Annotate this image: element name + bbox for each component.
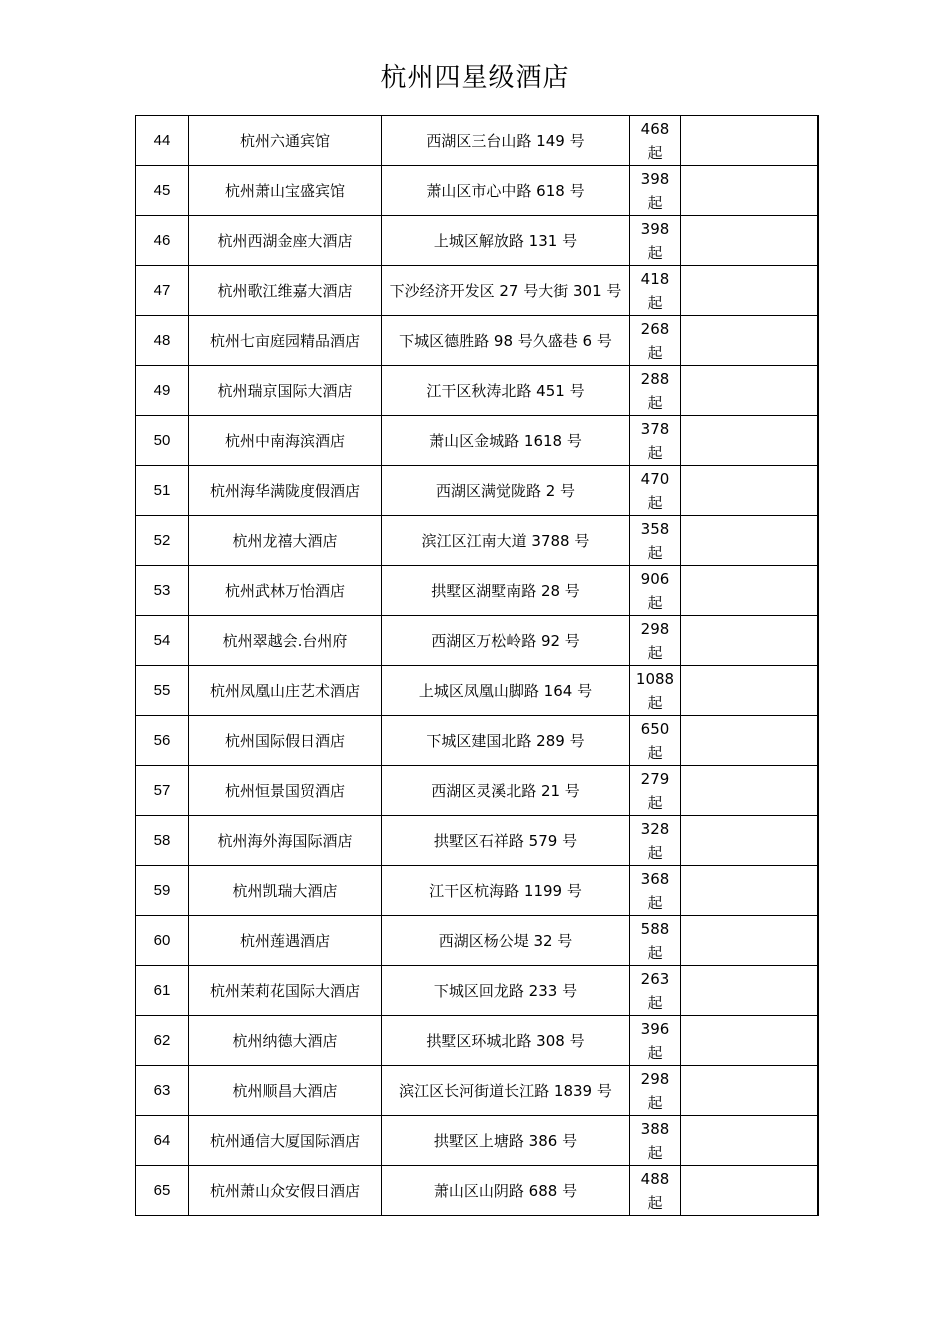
hotel-address-cell: 西湖区灵溪北路 21 号 [382,766,630,816]
hotel-name-cell: 杭州龙禧大酒店 [189,516,382,566]
hotel-price-cell: 588 起 [630,916,681,966]
hotel-price-cell: 468 起 [630,116,681,166]
table-row [136,816,818,866]
hotel-name-cell: 杭州海华满陇度假酒店 [189,466,382,516]
hotel-address-cell: 拱墅区环城北路 308 号 [382,1016,630,1066]
hotel-address-cell: 江干区杭海路 1199 号 [382,866,630,916]
hotel-address-cell: 上城区解放路 131 号 [382,216,630,266]
hotel-address-cell: 拱墅区上塘路 386 号 [382,1116,630,1166]
hotel-address-cell: 萧山区市心中路 618 号 [382,166,630,216]
row-number-cell: 50 [136,416,189,466]
page-title: 杭州四星级酒店 [380,63,570,93]
table-row [136,216,818,266]
hotel-name-cell: 杭州七亩庭园精品酒店 [189,316,382,366]
note-cell [681,366,818,416]
table-row [136,866,818,916]
row-number-cell: 61 [136,966,189,1016]
note-cell [681,466,818,516]
note-cell [681,816,818,866]
note-cell [681,1166,818,1216]
hotel-address-cell: 上城区凤凰山脚路 164 号 [382,666,630,716]
hotel-name-cell: 杭州六通宾馆 [189,116,382,166]
note-cell [681,416,818,466]
hotel-name-cell: 杭州纳德大酒店 [189,1016,382,1066]
note-cell [681,916,818,966]
note-cell [681,766,818,816]
hotel-name-cell: 杭州萧山众安假日酒店 [189,1166,382,1216]
note-cell [681,566,818,616]
hotel-address-cell: 下城区建国北路 289 号 [382,716,630,766]
note-cell [681,866,818,916]
hotel-address-cell: 萧山区山阴路 688 号 [382,1166,630,1216]
hotel-price-cell: 263 起 [630,966,681,1016]
note-cell [681,1016,818,1066]
hotel-price-cell: 378 起 [630,416,681,466]
hotel-price-cell: 288 起 [630,366,681,416]
hotel-price-cell: 398 起 [630,216,681,266]
hotel-address-cell: 拱墅区石祥路 579 号 [382,816,630,866]
table-row [136,616,818,666]
table-row [136,1016,818,1066]
row-number-cell: 57 [136,766,189,816]
row-number-cell: 56 [136,716,189,766]
row-number-cell: 53 [136,566,189,616]
hotel-address-cell: 下城区回龙路 233 号 [382,966,630,1016]
row-number-cell: 54 [136,616,189,666]
hotel-name-cell: 杭州莲遇酒店 [189,916,382,966]
hotel-name-cell: 杭州海外海国际酒店 [189,816,382,866]
row-number-cell: 59 [136,866,189,916]
note-cell [681,616,818,666]
table-row [136,716,818,766]
table-row [136,266,818,316]
hotel-name-cell: 杭州凯瑞大酒店 [189,866,382,916]
hotel-address-cell: 萧山区金城路 1618 号 [382,416,630,466]
table-row [136,916,818,966]
row-number-cell: 62 [136,1016,189,1066]
table-row [136,566,818,616]
row-number-cell: 49 [136,366,189,416]
hotel-address-cell: 西湖区三台山路 149 号 [382,116,630,166]
hotel-name-cell: 杭州中南海滨酒店 [189,416,382,466]
hotel-address-cell: 西湖区杨公堤 32 号 [382,916,630,966]
hotel-price-cell: 279 起 [630,766,681,816]
hotel-price-cell: 488 起 [630,1166,681,1216]
table-row [136,1066,818,1116]
table-row [136,516,818,566]
hotel-table-body [136,116,818,1216]
hotel-address-cell: 下城区德胜路 98 号久盛巷 6 号 [382,316,630,366]
table-row [136,466,818,516]
hotel-name-cell: 杭州顺昌大酒店 [189,1066,382,1116]
note-cell [681,116,818,166]
row-number-cell: 44 [136,116,189,166]
hotel-name-cell: 杭州歌江维嘉大酒店 [189,266,382,316]
table-row [136,166,818,216]
table-row [136,316,818,366]
table-row [136,1166,818,1216]
table-row [136,1116,818,1166]
hotel-price-cell: 268 起 [630,316,681,366]
row-number-cell: 58 [136,816,189,866]
hotel-table [135,115,819,1216]
hotel-name-cell: 杭州国际假日酒店 [189,716,382,766]
hotel-address-cell: 滨江区长河街道长江路 1839 号 [382,1066,630,1116]
row-number-cell: 47 [136,266,189,316]
hotel-name-cell: 杭州凤凰山庄艺术酒店 [189,666,382,716]
hotel-name-cell: 杭州茉莉花国际大酒店 [189,966,382,1016]
hotel-address-cell: 江干区秋涛北路 451 号 [382,366,630,416]
hotel-address-cell: 拱墅区湖墅南路 28 号 [382,566,630,616]
note-cell [681,1066,818,1116]
table-row [136,116,818,166]
table-row [136,966,818,1016]
hotel-address-cell: 西湖区万松岭路 92 号 [382,616,630,666]
row-number-cell: 45 [136,166,189,216]
table-row [136,666,818,716]
hotel-price-cell: 368 起 [630,866,681,916]
hotel-name-cell: 杭州萧山宝盛宾馆 [189,166,382,216]
hotel-price-cell: 388 起 [630,1116,681,1166]
note-cell [681,716,818,766]
table-row [136,766,818,816]
table-row [136,416,818,466]
note-cell [681,266,818,316]
table-row [136,366,818,416]
hotel-price-cell: 906 起 [630,566,681,616]
hotel-address-cell: 下沙经济开发区 27 号大街 301 号 [382,266,630,316]
note-cell [681,516,818,566]
hotel-price-cell: 328 起 [630,816,681,866]
note-cell [681,316,818,366]
hotel-price-cell: 470 起 [630,466,681,516]
hotel-price-cell: 418 起 [630,266,681,316]
hotel-name-cell: 杭州武林万怡酒店 [189,566,382,616]
hotel-name-cell: 杭州翠越会.台州府 [189,616,382,666]
note-cell [681,1116,818,1166]
hotel-price-cell: 1088 起 [630,666,681,716]
row-number-cell: 65 [136,1166,189,1216]
row-number-cell: 51 [136,466,189,516]
hotel-price-cell: 298 起 [630,1066,681,1116]
hotel-price-cell: 398 起 [630,166,681,216]
hotel-name-cell: 杭州恒景国贸酒店 [189,766,382,816]
hotel-name-cell: 杭州通信大厦国际酒店 [189,1116,382,1166]
row-number-cell: 46 [136,216,189,266]
row-number-cell: 48 [136,316,189,366]
hotel-address-cell: 西湖区满觉陇路 2 号 [382,466,630,516]
note-cell [681,166,818,216]
hotel-price-cell: 358 起 [630,516,681,566]
row-number-cell: 63 [136,1066,189,1116]
row-number-cell: 60 [136,916,189,966]
hotel-name-cell: 杭州瑞京国际大酒店 [189,366,382,416]
note-cell [681,666,818,716]
row-number-cell: 64 [136,1116,189,1166]
row-number-cell: 52 [136,516,189,566]
note-cell [681,966,818,1016]
hotel-name-cell: 杭州西湖金座大酒店 [189,216,382,266]
hotel-price-cell: 298 起 [630,616,681,666]
hotel-address-cell: 滨江区江南大道 3788 号 [382,516,630,566]
row-number-cell: 55 [136,666,189,716]
hotel-price-cell: 650 起 [630,716,681,766]
hotel-price-cell: 396 起 [630,1016,681,1066]
note-cell [681,216,818,266]
